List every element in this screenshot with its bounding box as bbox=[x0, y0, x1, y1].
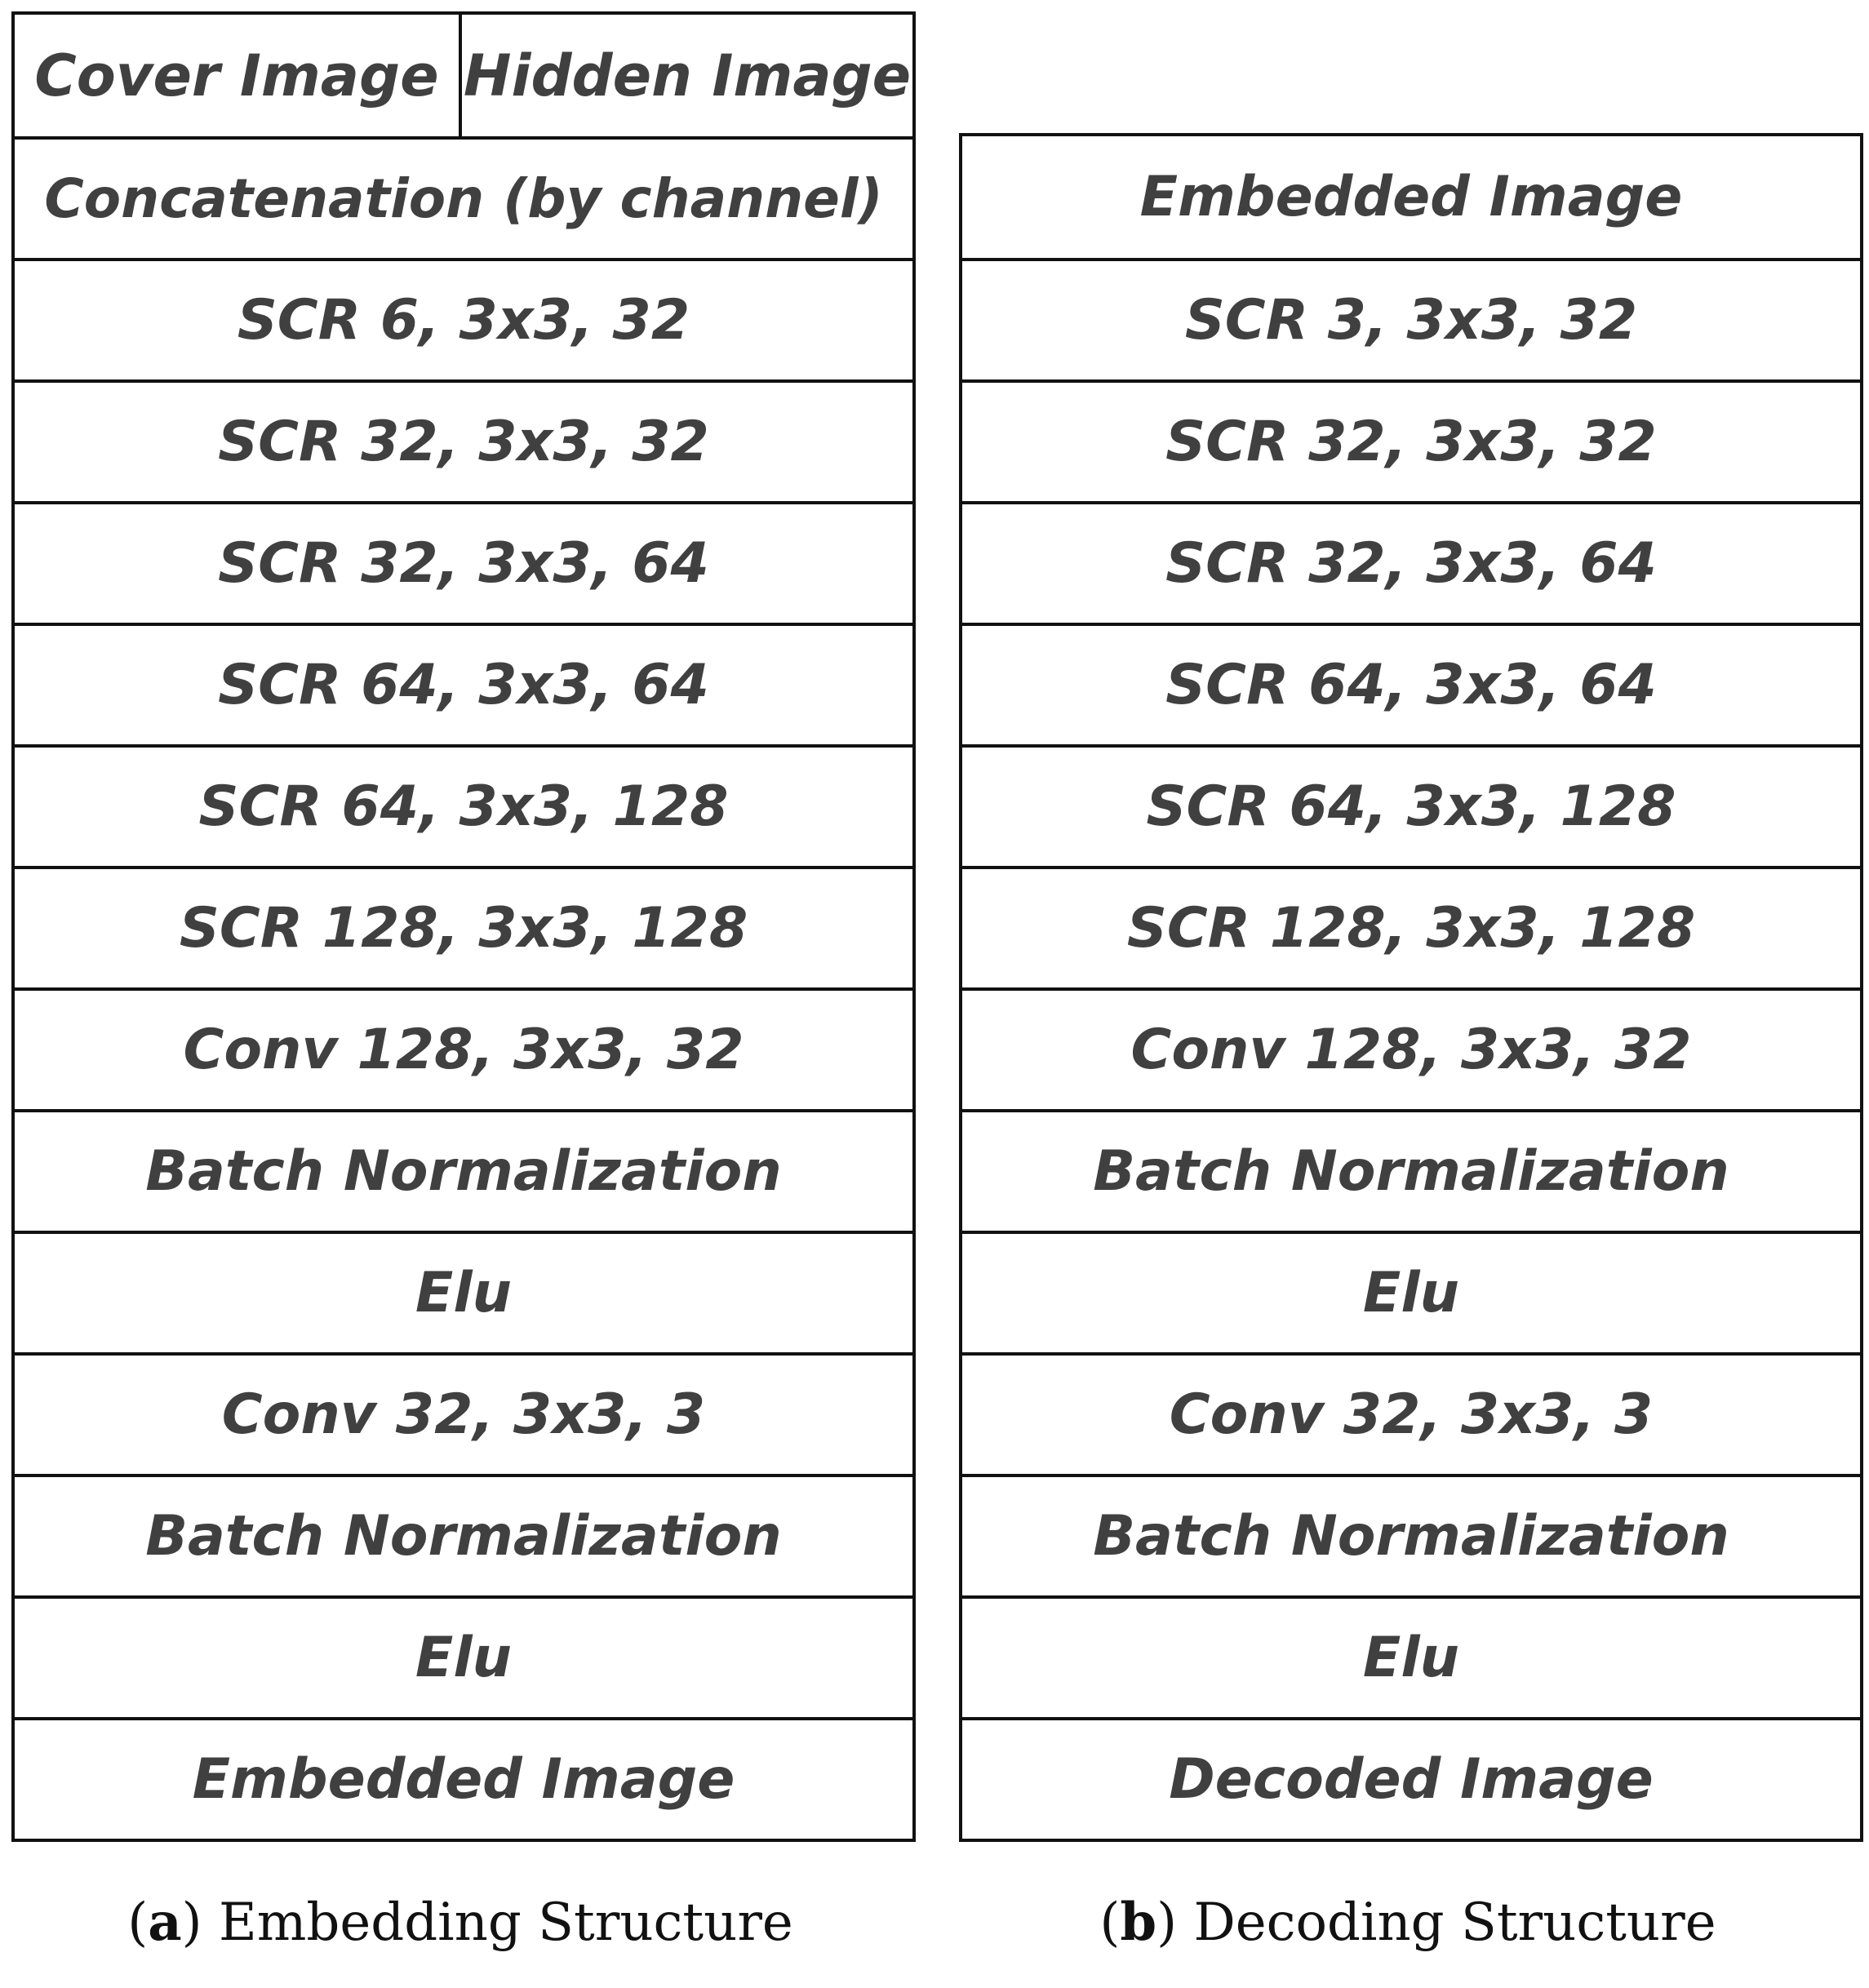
decoding-layer-10: Elu bbox=[962, 1231, 1860, 1352]
decoding-layer-11: Conv 32, 3x3, 3 bbox=[962, 1352, 1860, 1474]
embedding-layer-10: Elu bbox=[15, 1231, 912, 1352]
embedding-structure-table bbox=[11, 11, 916, 1842]
decoding-structure-table bbox=[959, 133, 1863, 1842]
decoding-layer-13: Elu bbox=[962, 1595, 1860, 1717]
embedding-layer-3: SCR 32, 3x3, 32 bbox=[15, 379, 912, 501]
decoding-caption-text: Decoding Structure bbox=[1193, 1893, 1716, 1953]
embedding-layer-1: Concatenation (by channel) bbox=[15, 136, 912, 258]
embedding-layer-6: SCR 64, 3x3, 128 bbox=[15, 744, 912, 866]
decoding-layer-5: SCR 64, 3x3, 64 bbox=[962, 623, 1860, 744]
embedding-layer-13: Elu bbox=[15, 1595, 912, 1717]
embedding-layer-4: SCR 32, 3x3, 64 bbox=[15, 501, 912, 623]
decoding-layer-3: SCR 32, 3x3, 32 bbox=[962, 379, 1860, 501]
decoding-layer-12: Batch Normalization bbox=[962, 1474, 1860, 1595]
decoding-layer-2: SCR 3, 3x3, 32 bbox=[962, 258, 1860, 379]
embedding-layer-12: Batch Normalization bbox=[15, 1474, 912, 1595]
decoding-layer-8: Conv 128, 3x3, 32 bbox=[962, 987, 1860, 1109]
input-row bbox=[15, 15, 912, 136]
embedding-layer-2: SCR 6, 3x3, 32 bbox=[15, 258, 912, 379]
decoding-layer-14: Decoded Image bbox=[962, 1717, 1860, 1839]
cover-image-cell: Cover Image bbox=[15, 15, 462, 136]
decoding-layer-4: SCR 32, 3x3, 64 bbox=[962, 501, 1860, 623]
embedding-caption-text: Embedding Structure bbox=[218, 1893, 793, 1953]
embedding-caption-letter: a bbox=[148, 1892, 182, 1953]
decoding-layer-1: Embedded Image bbox=[1139, 165, 1683, 229]
embedding-layer-7: SCR 128, 3x3, 128 bbox=[15, 866, 912, 987]
embedding-layer-11: Conv 32, 3x3, 3 bbox=[15, 1352, 912, 1474]
decoding-caption: (b) Decoding Structure bbox=[1099, 1892, 1716, 1953]
embedding-caption: (a) Embedding Structure bbox=[127, 1892, 793, 1953]
embedding-layer-5: SCR 64, 3x3, 64 bbox=[15, 623, 912, 744]
decoding-layer-9: Batch Normalization bbox=[962, 1109, 1860, 1231]
decoding-caption-letter: b bbox=[1120, 1892, 1157, 1953]
embedding-layer-9: Batch Normalization bbox=[15, 1109, 912, 1231]
decoding-layer-6: SCR 64, 3x3, 128 bbox=[962, 744, 1860, 866]
embedding-layer-8: Conv 128, 3x3, 32 bbox=[15, 987, 912, 1109]
hidden-image-cell: Hidden Image bbox=[463, 42, 912, 109]
decoding-layer-7: SCR 128, 3x3, 128 bbox=[962, 866, 1860, 987]
embedding-layer-14: Embedded Image bbox=[15, 1717, 912, 1839]
